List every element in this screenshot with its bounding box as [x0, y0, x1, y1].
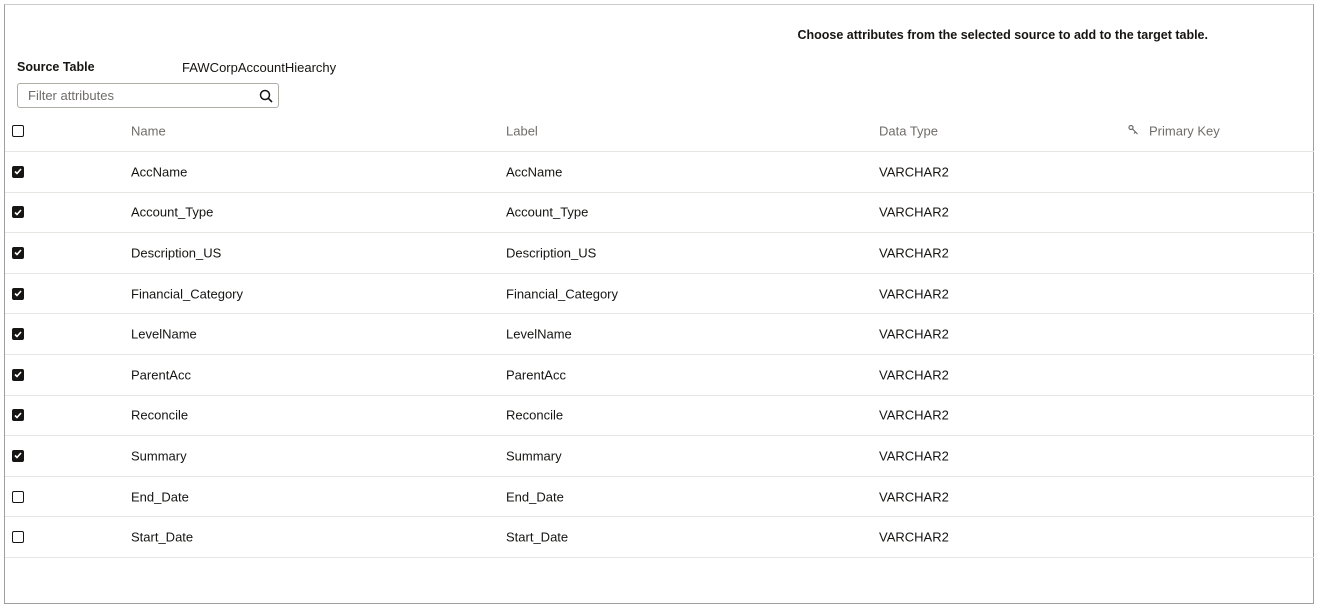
- row-checkbox[interactable]: [12, 247, 24, 259]
- row-name: End_Date: [131, 489, 189, 505]
- row-data-type: VARCHAR2: [879, 204, 949, 220]
- row-data-type: VARCHAR2: [879, 164, 949, 180]
- table-row[interactable]: [5, 314, 1314, 355]
- row-data-type: VARCHAR2: [879, 245, 949, 261]
- row-checkbox[interactable]: [12, 491, 24, 503]
- row-label: Account_Type: [506, 204, 589, 220]
- row-name: Summary: [131, 448, 187, 464]
- search-icon[interactable]: [254, 89, 278, 103]
- filter-attributes-input[interactable]: [18, 87, 254, 104]
- check-icon: [14, 209, 22, 216]
- row-label: ParentAcc: [506, 367, 566, 383]
- table-row[interactable]: [5, 517, 1314, 558]
- table-row[interactable]: [5, 274, 1314, 315]
- row-name: LevelName: [131, 326, 197, 342]
- table-row[interactable]: [5, 436, 1314, 477]
- row-checkbox[interactable]: [12, 288, 24, 300]
- row-checkbox[interactable]: [12, 409, 24, 421]
- check-icon: [14, 452, 22, 459]
- row-label: Description_US: [506, 245, 597, 261]
- row-data-type: VARCHAR2: [879, 489, 949, 505]
- check-icon: [14, 331, 22, 338]
- check-icon: [14, 371, 22, 378]
- check-icon: [14, 412, 22, 419]
- table-row[interactable]: [5, 355, 1314, 396]
- table-row[interactable]: [5, 477, 1314, 518]
- row-checkbox[interactable]: [12, 450, 24, 462]
- instruction-text: Choose attributes from the selected source to add to the target table.: [797, 28, 1208, 42]
- row-checkbox[interactable]: [12, 166, 24, 178]
- row-label: Financial_Category: [506, 286, 619, 302]
- select-all-checkbox[interactable]: [12, 125, 24, 137]
- table-row[interactable]: [5, 152, 1314, 193]
- row-data-type: VARCHAR2: [879, 286, 949, 302]
- row-data-type: VARCHAR2: [879, 529, 949, 545]
- row-data-type: VARCHAR2: [879, 407, 949, 423]
- source-table-label: Source Table: [17, 60, 95, 74]
- check-icon: [14, 290, 22, 297]
- row-name: Description_US: [131, 245, 222, 261]
- row-checkbox[interactable]: [12, 369, 24, 381]
- attributes-table: [5, 111, 1314, 558]
- column-header-primary-key[interactable]: [1128, 124, 1220, 139]
- row-label: AccName: [506, 164, 563, 180]
- table-row[interactable]: [5, 233, 1314, 274]
- key-icon: [1128, 124, 1139, 139]
- primary-key-label: Primary Key: [1149, 123, 1220, 139]
- row-label: Summary: [506, 448, 562, 464]
- row-checkbox[interactable]: [12, 531, 24, 543]
- row-name: ParentAcc: [131, 367, 191, 383]
- row-label: End_Date: [506, 489, 564, 505]
- row-name: Account_Type: [131, 204, 214, 220]
- row-data-type: VARCHAR2: [879, 448, 949, 464]
- row-checkbox[interactable]: [12, 206, 24, 218]
- row-label: Start_Date: [506, 529, 569, 545]
- column-header-data-type[interactable]: Data Type: [879, 123, 939, 139]
- filter-attributes-field[interactable]: [17, 83, 279, 108]
- row-name: Start_Date: [131, 529, 194, 545]
- table-header: [5, 111, 1314, 152]
- column-header-name[interactable]: Name: [131, 123, 166, 139]
- source-table-value: FAWCorpAccountHiearchy: [182, 60, 337, 75]
- row-name: AccName: [131, 164, 188, 180]
- check-icon: [14, 168, 22, 175]
- row-data-type: VARCHAR2: [879, 367, 949, 383]
- row-name: Reconcile: [131, 407, 189, 423]
- row-name: Financial_Category: [131, 286, 244, 302]
- column-header-label[interactable]: Label: [506, 123, 538, 139]
- row-label: LevelName: [506, 326, 572, 342]
- table-row[interactable]: [5, 193, 1314, 234]
- table-row[interactable]: [5, 396, 1314, 437]
- row-data-type: VARCHAR2: [879, 326, 949, 342]
- row-checkbox[interactable]: [12, 328, 24, 340]
- check-icon: [14, 249, 22, 256]
- row-label: Reconcile: [506, 407, 564, 423]
